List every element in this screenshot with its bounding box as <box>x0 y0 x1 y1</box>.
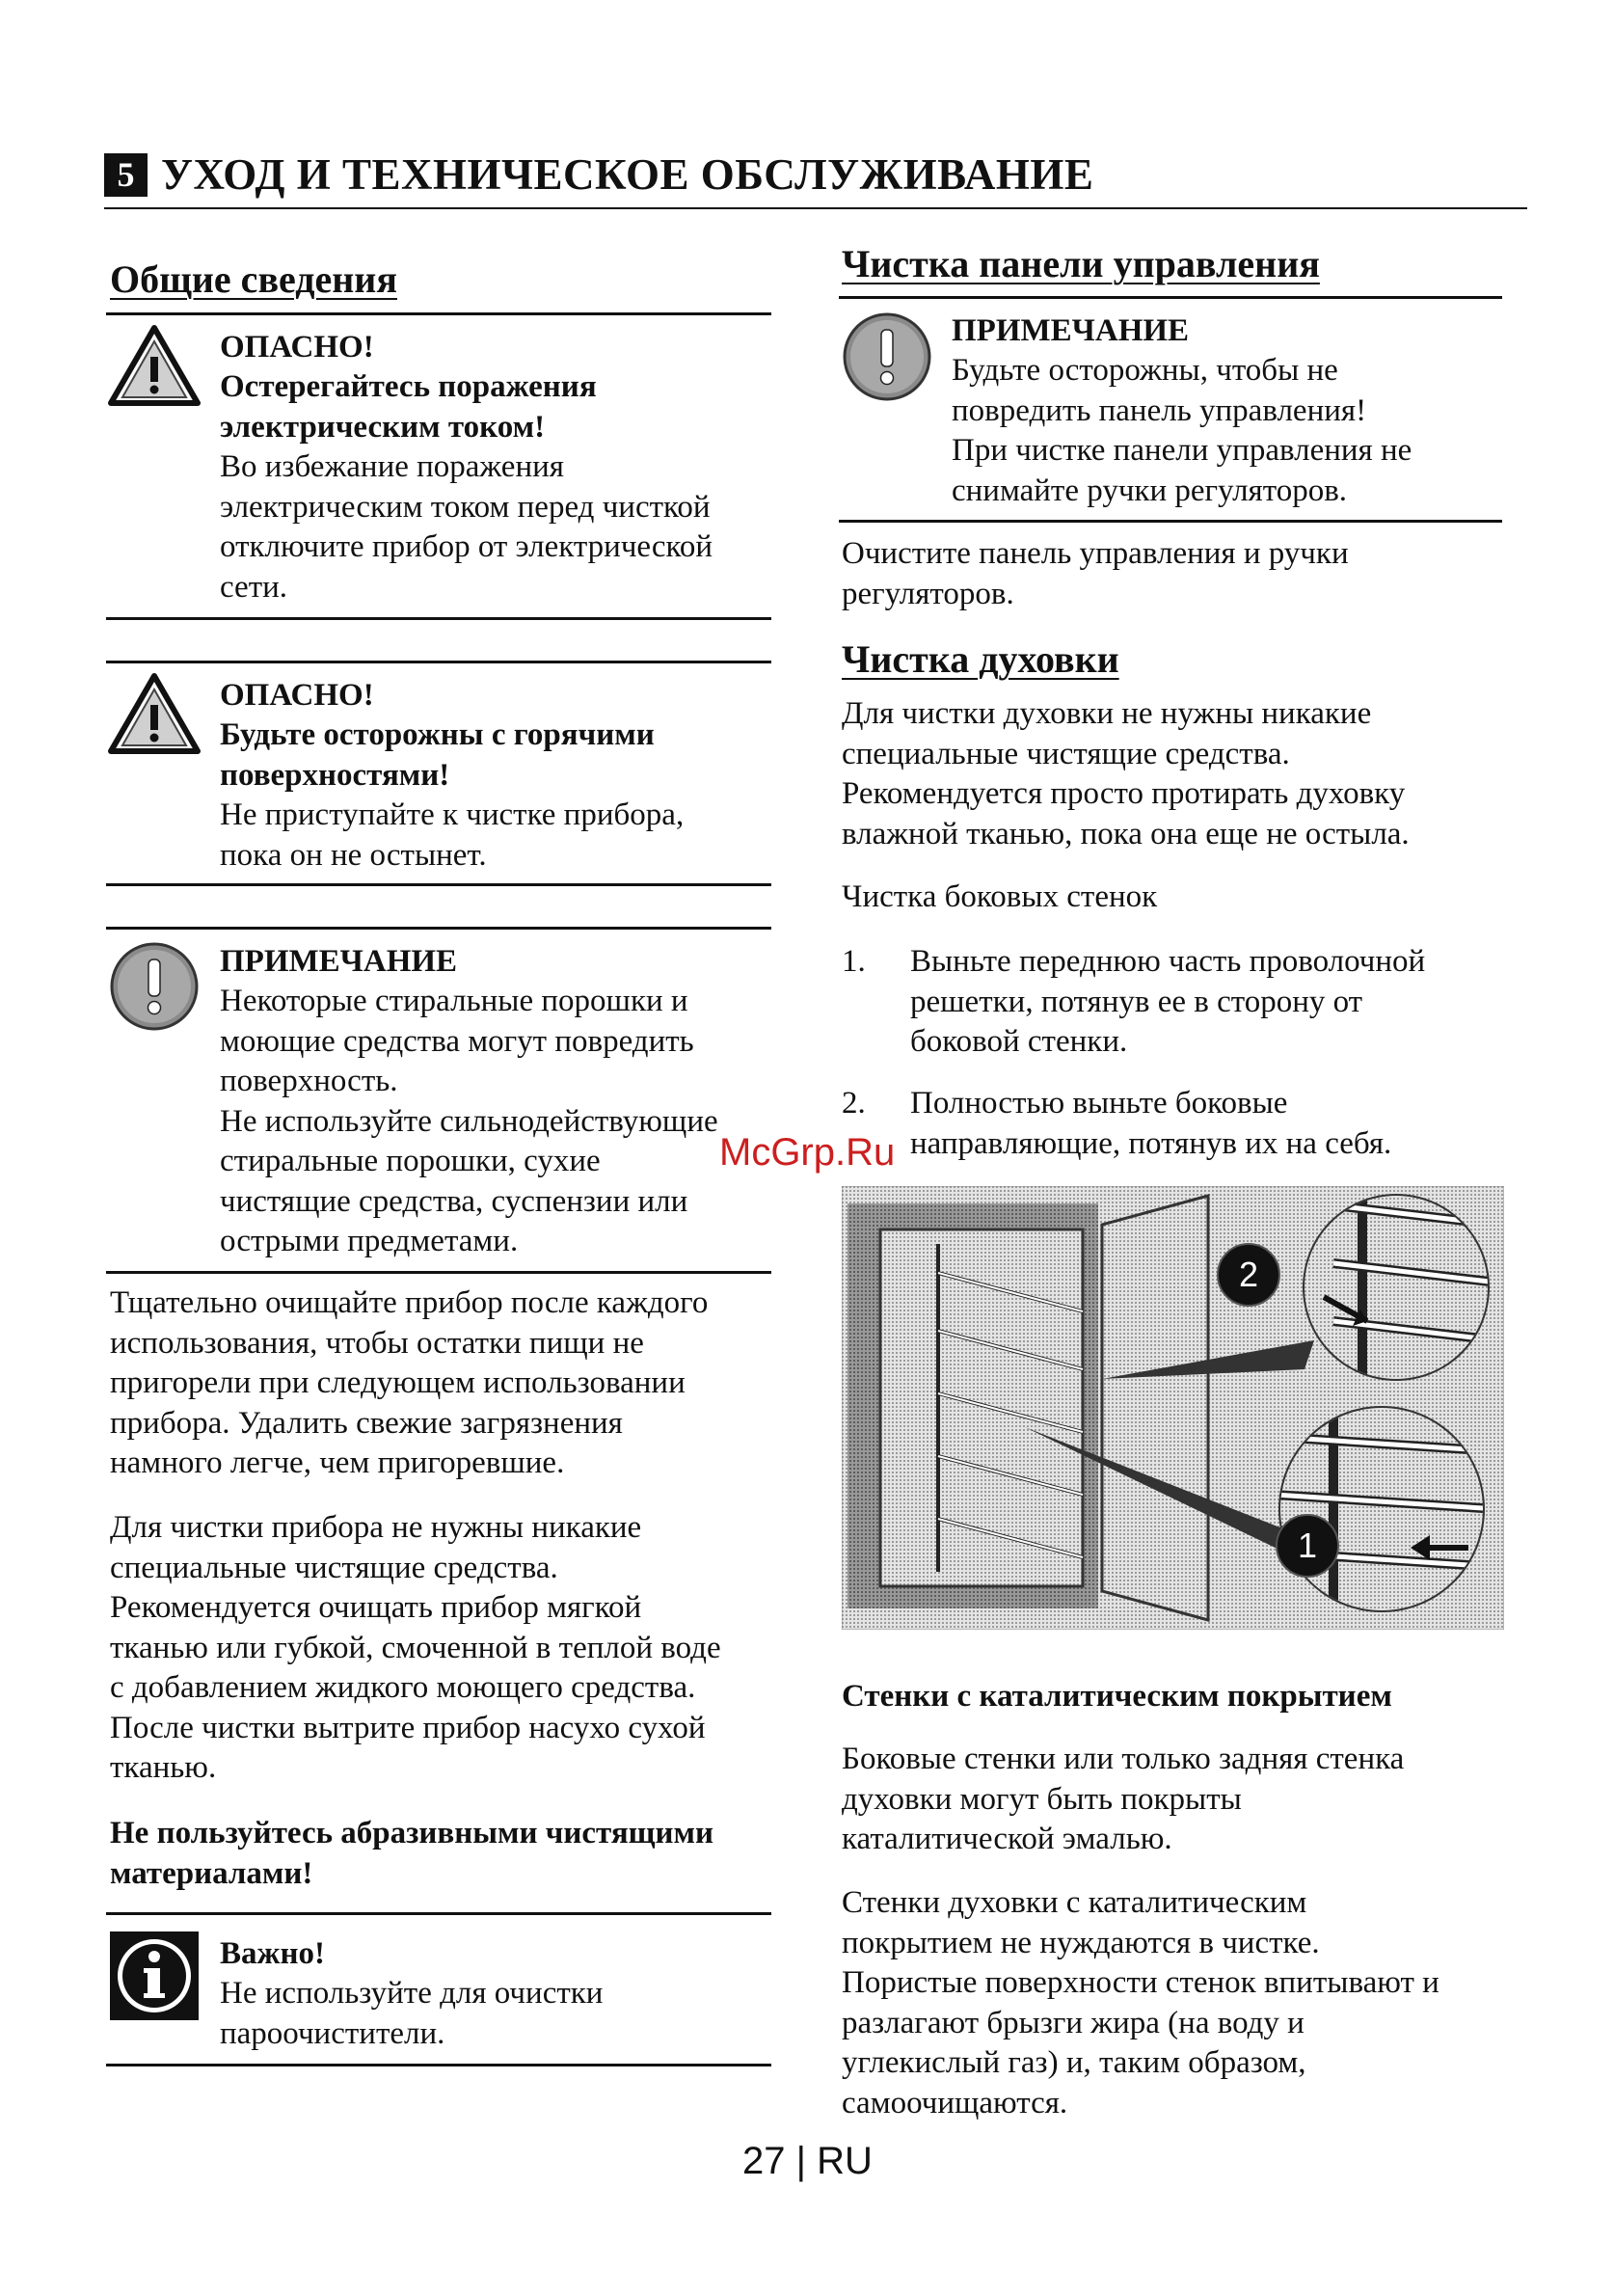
step-number: 1. <box>842 944 866 979</box>
divider <box>106 883 771 886</box>
catalytic-paragraph-2: Стенки духовки с каталитическим покрытием не нуждаются в чистке. Пористые поверхности стенок впитывают и разлагают брызги жира (на воду и углекислый газ) и, таким образом, самоочищаются. <box>842 1885 1439 2120</box>
oven-heading: Чистка духовки <box>842 637 1119 681</box>
paragraph-cleaning-agents: Для чистки прибора не нужны никакие специальные чистящие средства. Рекомендуется очищать прибор мягкой тканью или губкой, смоченной в теплой воде с добавлением жидкого моющего средства. После чистки вытрите прибор насухо сухой тканью. <box>110 1510 721 1785</box>
divider <box>106 617 771 620</box>
catalytic-heading: Стенки с каталитическим покрытием <box>842 1679 1392 1714</box>
exclamation-circle-icon <box>108 940 201 1033</box>
note2-text: Будьте осторожны, чтобы не повредить панель управления! При чистке панели управления не снимайте ручки регуляторов. <box>952 353 1412 508</box>
panel-heading: Чистка панели управления <box>842 242 1320 285</box>
divider <box>106 312 771 315</box>
divider <box>839 296 1502 299</box>
divider <box>839 520 1502 523</box>
danger1-bold: Остерегайтесь поражения электрическим током! <box>220 369 597 445</box>
warning-triangle-icon <box>108 324 201 407</box>
note1-title: ПРИМЕЧАНИЕ <box>220 944 458 979</box>
paragraph-clean-after-use: Тщательно очищайте прибор после каждого использования, чтобы остатки пищи не пригорели при следующем использовании прибора. Удалить свежие загрязнения намного легче, чем пригоревшие. <box>110 1285 709 1480</box>
header-rule <box>104 207 1527 209</box>
callout-2: 2 <box>1238 1255 1259 1294</box>
section-title: УХОД И ТЕХНИЧЕСКОЕ ОБСЛУЖИВАНИЕ <box>161 150 1094 199</box>
divider <box>106 661 771 663</box>
important-text: Не используйте для очистки пароочистители. <box>220 1976 604 2051</box>
step-text: Выньте переднюю часть проволочной решетки, потянув ее в сторону от боковой стенки. <box>910 944 1426 1059</box>
oven-rail-illustration <box>842 1186 1504 1634</box>
watermark: McGrp.Ru <box>719 1131 896 1174</box>
abrasive-warning: Не пользуйтесь абразивными чистящими материалами! <box>110 1816 714 1891</box>
oven-text: Для чистки духовки не нужны никакие специальные чистящие средства. Рекомендуется просто протирать духовку влажной тканью, пока она еще не остыла. <box>842 696 1410 851</box>
catalytic-paragraph-1: Боковые стенки или только задняя стенка духовки могут быть покрыты каталитической эмалью. <box>842 1742 1405 1856</box>
danger1-title: ОПАСНО! <box>220 330 374 365</box>
danger1-text: Во избежание поражения электрическим током перед чисткой отключите прибор от электрической сети. <box>220 449 713 605</box>
danger2-title: ОПАСНО! <box>220 678 374 713</box>
callout-1: 1 <box>1297 1526 1318 1565</box>
section-header <box>104 149 1093 200</box>
warning-triangle-icon <box>108 672 201 755</box>
section-number: 5 <box>104 153 148 197</box>
panel-text: Очистите панель управления и ручки регуляторов. <box>842 536 1349 611</box>
side-walls-label: Чистка боковых стенок <box>842 879 1158 914</box>
page-number: 27 | RU <box>742 2140 873 2182</box>
exclamation-circle-icon <box>841 311 933 403</box>
danger2-bold: Будьте осторожны с горячими поверхностями! <box>220 717 655 793</box>
step-number: 2. <box>842 1086 866 1121</box>
divider <box>106 1912 771 1915</box>
important-title: Важно! <box>220 1936 325 1971</box>
note2-title: ПРИМЕЧАНИЕ <box>952 313 1190 348</box>
general-heading: Общие сведения <box>110 257 397 301</box>
info-icon <box>110 1931 199 2020</box>
divider <box>106 2064 771 2066</box>
danger2-text: Не приступайте к чистке прибора, пока он не остынет. <box>220 797 685 873</box>
note1-text: Некоторые стиральные порошки и моющие средства могут повредить поверхность. Не используйте сильнодействующие стиральные порошки, сухие чистящие средства, суспензии или острыми предметами. <box>220 984 718 1258</box>
divider <box>106 927 771 930</box>
step-text: Полностью выньте боковые направляющие, потянув их на себя. <box>910 1086 1392 1161</box>
divider <box>106 1271 771 1274</box>
